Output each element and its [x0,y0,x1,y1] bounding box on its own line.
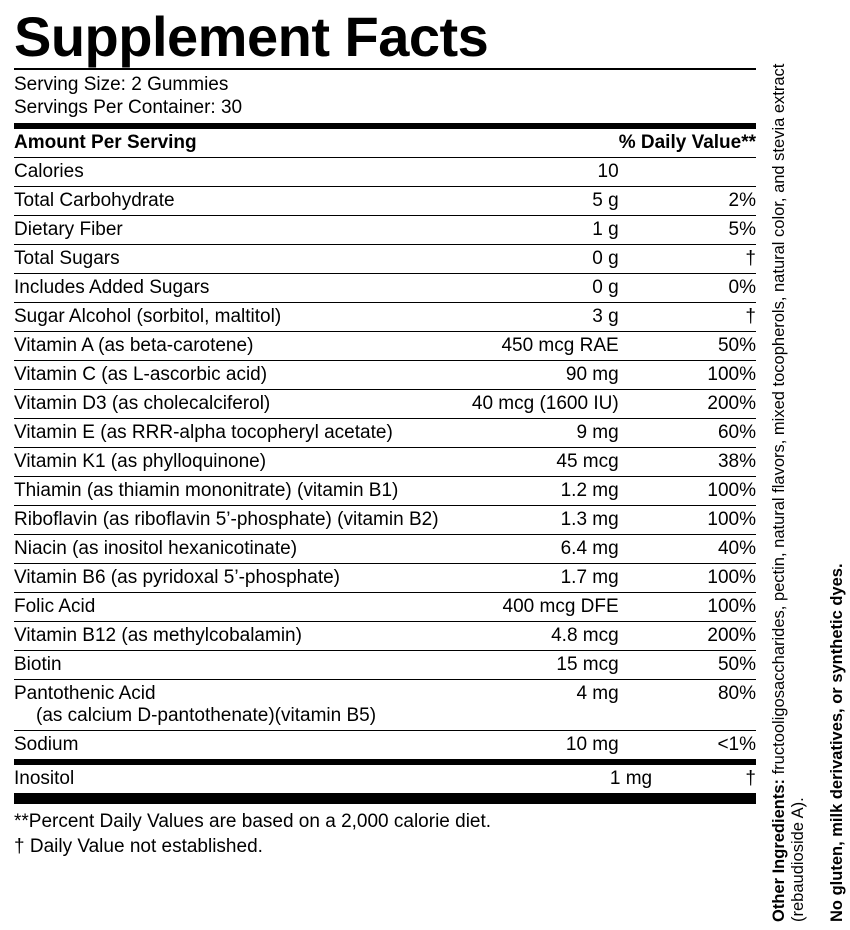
nutrient-amount: 45 mcg [450,448,618,477]
table-row [14,187,756,216]
header-amount-per-serving: Amount Per Serving [14,132,197,153]
nutrient-name: Biotin [14,651,450,680]
nutrient-dv: 38% [619,448,756,477]
nutrient-name [14,680,450,731]
final-nutrient-table [14,765,756,793]
nutrient-name-line1: Pantothenic Acid [14,683,156,704]
page-title: Supplement Facts [14,5,489,68]
no-gluten-statement: No gluten, milk derivatives, or synthetic dyes. [828,563,846,922]
nutrient-dv: 100% [619,361,756,390]
nutrient-amount: 3 g [450,303,618,332]
nutrient-amount: 10 mg [450,731,618,760]
nutrition-table [14,129,756,759]
table-row [14,765,756,793]
nutrient-name: Sugar Alcohol (sorbitol, maltitol) [14,303,450,332]
nutrient-amount: 9 mg [450,419,618,448]
header-daily-value: % Daily Value** [618,132,756,153]
nutrient-name: Sodium [14,731,450,760]
nutrient-dv: 0% [619,274,756,303]
nutrient-name-line2: (as calcium D-pantothenate)(vitamin B5) [36,705,377,726]
footnote-percent-dv: **Percent Daily Values are based on a 2,000 calorie diet. [14,811,492,832]
table-header-row [14,129,756,158]
nutrient-dv: 100% [619,506,756,535]
nutrient-name: Folic Acid [14,593,450,622]
nutrient-amount: 6.4 mg [450,535,618,564]
other-ingredients-label: Other Ingredients: [770,778,788,922]
table-row [14,274,756,303]
nutrient-name: Vitamin E (as RRR-alpha tocopheryl acetate) [14,419,450,448]
table-row [14,564,756,593]
table-row [14,216,756,245]
nutrient-name: Vitamin K1 (as phylloquinone) [14,448,450,477]
table-row [14,506,756,535]
nutrient-dv: 80% [619,680,756,731]
nutrient-amount: 400 mcg DFE [450,593,618,622]
nutrient-amount: 0 g [450,274,618,303]
nutrient-dv: 5% [619,216,756,245]
nutrient-name: Inositol [14,768,75,789]
nutrient-dv: 100% [619,477,756,506]
nutrient-name: Riboflavin (as riboflavin 5’-phosphate) (vitamin B2) [14,506,450,535]
nutrient-name: Thiamin (as thiamin mononitrate) (vitamin B1) [14,477,450,506]
nutrient-name: Includes Added Sugars [14,274,450,303]
table-row [14,731,756,760]
nutrient-dv: † [745,768,756,789]
footnotes [14,804,756,859]
nutrient-dv: † [619,303,756,332]
table-row [14,680,756,731]
nutrient-dv: 60% [619,419,756,448]
table-row [14,303,756,332]
nutrient-amount: 1 mg [609,768,653,789]
nutrient-name: Vitamin B12 (as methylcobalamin) [14,622,450,651]
nutrient-name: Vitamin B6 (as pyridoxal 5’-phosphate) [14,564,450,593]
nutrient-amount: 90 mg [450,361,618,390]
nutrient-amount: 4 mg [450,680,618,731]
nutrient-amount: 4.8 mcg [450,622,618,651]
table-row [14,390,756,419]
nutrient-amount: 1.3 mg [450,506,618,535]
nutrient-name: Vitamin C (as L-ascorbic acid) [14,361,450,390]
nutrient-dv: † [619,245,756,274]
nutrient-name: Niacin (as inositol hexanicotinate) [14,535,450,564]
sidebar [770,0,850,930]
nutrient-dv: 2% [619,187,756,216]
table-row [14,245,756,274]
nutrient-amount: 5 g [450,187,618,216]
divider-above-footnotes [14,793,756,804]
nutrition-table-body [14,129,756,759]
table-row [14,593,756,622]
footnote-dagger: † Daily Value not established. [14,836,263,857]
final-nutrient-body [14,765,756,793]
nutrient-dv: 50% [619,332,756,361]
nutrient-name: Total Sugars [14,245,450,274]
nutrient-dv: 100% [619,564,756,593]
other-ingredients-text: fructooligosaccharides, pectin, natural flavors, mixed tocopherols, natural color, and stevia extract (rebaudioside A). [770,63,807,922]
table-row [14,361,756,390]
nutrient-amount: 1 g [450,216,618,245]
nutrient-dv: 200% [619,622,756,651]
nutrient-name: Vitamin D3 (as cholecalciferol) [14,390,450,419]
nutrient-name: Vitamin A (as beta-carotene) [14,332,450,361]
nutrient-name: Dietary Fiber [14,216,450,245]
nutrient-dv: 100% [619,593,756,622]
header-amount-spacer [450,129,618,158]
servings-per-container: Servings Per Container: 30 [14,97,243,118]
nutrient-dv: 40% [619,535,756,564]
nutrient-amount: 0 g [450,245,618,274]
nutrient-amount: 450 mcg RAE [450,332,618,361]
nutrient-amount: 15 mcg [450,651,618,680]
nutrient-dv [619,158,756,187]
nutrient-amount: 40 mcg (1600 IU) [450,390,618,419]
nutrient-amount: 1.7 mg [450,564,618,593]
table-row [14,332,756,361]
nutrient-amount: 10 [450,158,618,187]
table-row [14,622,756,651]
table-row [14,651,756,680]
serving-info [14,70,756,123]
table-row [14,158,756,187]
nutrient-dv: <1% [619,731,756,760]
nutrient-dv: 50% [619,651,756,680]
serving-size: Serving Size: 2 Gummies [14,74,229,95]
table-row [14,535,756,564]
table-row [14,419,756,448]
nutrient-name: Total Carbohydrate [14,187,450,216]
nutrient-dv: 200% [619,390,756,419]
sidebar-content [770,22,848,922]
table-row [14,448,756,477]
nutrient-name: Calories [14,158,450,187]
nutrient-amount: 1.2 mg [450,477,618,506]
table-row [14,477,756,506]
other-ingredients [770,22,828,922]
